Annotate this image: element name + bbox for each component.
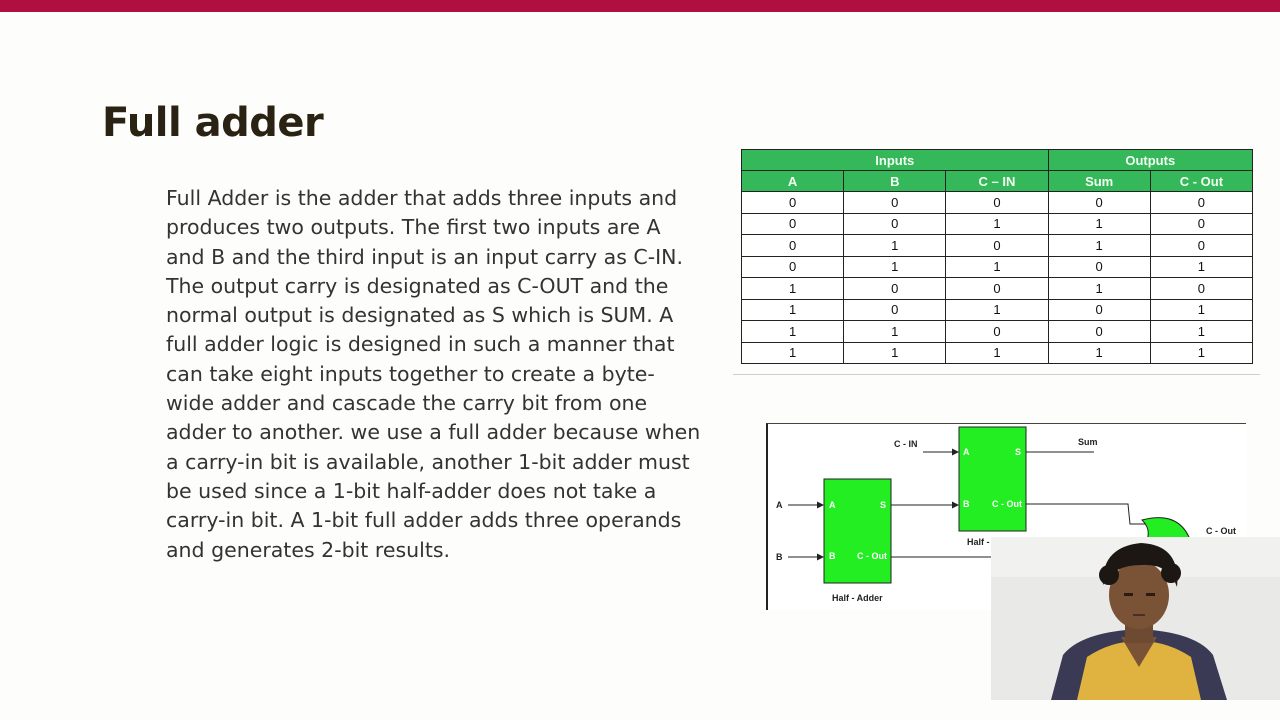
- cell-sum: 1: [1048, 213, 1150, 235]
- cell-a: 0: [742, 256, 844, 278]
- cell-a: 1: [742, 299, 844, 321]
- ha1-pin-a: A: [829, 500, 836, 510]
- output-cout-label: C - Out: [1206, 526, 1236, 536]
- slide-body-text: Full Adder is the adder that adds three inputs and produces two outputs. The first two inputs are A and B and the third input is an input carry as C-IN. The output carry is designated as C-OUT and the normal output is designated as S which is SUM. A full adder logic is designed in such a manner that can take eight inputs together to create a byte-wide adder and cascade the carry bit from one adder to another. we use a full adder because when a carry-in bit is available, another 1-bit adder must be used since a 1-bit half-adder does not take a carry-in bit. A 1-bit full adder adds three operands and generates 2-bit results.: [166, 186, 701, 562]
- cell-a: 1: [742, 278, 844, 300]
- cell-b: 1: [844, 321, 946, 343]
- cell-b: 1: [844, 342, 946, 364]
- top-accent-bar: [0, 0, 1280, 12]
- cell-cin: 1: [946, 342, 1048, 364]
- cell-a: 0: [742, 235, 844, 257]
- ha2-pin-s: S: [1015, 447, 1022, 457]
- truth-table-body: [742, 192, 1253, 364]
- truth-table-row: [742, 256, 1253, 278]
- cell-sum: 0: [1048, 256, 1150, 278]
- cell-a: 1: [742, 321, 844, 343]
- cell-b: 0: [844, 278, 946, 300]
- cell-sum: 0: [1048, 192, 1150, 214]
- cell-sum: 0: [1048, 299, 1150, 321]
- ha1-pin-s: S: [880, 500, 887, 510]
- cell-cout: 0: [1150, 278, 1252, 300]
- input-b-label: B: [776, 552, 783, 562]
- group-header-row: [742, 150, 1253, 171]
- truth-table-row: [742, 192, 1253, 214]
- half-adder-2-block: [959, 427, 1026, 531]
- cell-sum: 1: [1048, 342, 1150, 364]
- slide-title: Full adder: [102, 100, 324, 146]
- truth-table-row: [742, 321, 1253, 343]
- cell-cin: 1: [946, 256, 1048, 278]
- cell-cin: 0: [946, 192, 1048, 214]
- cell-b: 0: [844, 213, 946, 235]
- cell-cin: 0: [946, 278, 1048, 300]
- cell-cout: 1: [1150, 321, 1252, 343]
- ha2-pin-b: B: [963, 499, 970, 509]
- cell-sum: 0: [1048, 321, 1150, 343]
- cell-cin: 1: [946, 299, 1048, 321]
- cell-b: 1: [844, 256, 946, 278]
- cell-sum: 1: [1048, 278, 1150, 300]
- webcam-overlay: [991, 537, 1280, 700]
- cell-a: 1: [742, 342, 844, 364]
- col-header-a: A: [742, 171, 844, 192]
- ha1-pin-b: B: [829, 551, 836, 561]
- truth-table-row: [742, 213, 1253, 235]
- cell-b: 1: [844, 235, 946, 257]
- ha2-pin-cout: C - Out: [992, 499, 1022, 509]
- column-header-row: [742, 171, 1253, 192]
- col-header-cin: C – IN: [946, 171, 1048, 192]
- output-sum-label: Sum: [1078, 437, 1098, 447]
- presenter-video-icon: [991, 537, 1280, 700]
- truth-table-row: [742, 299, 1253, 321]
- half-adder-1-block: [824, 479, 891, 583]
- inputs-header: Inputs: [742, 150, 1049, 171]
- cell-cout: 0: [1150, 235, 1252, 257]
- cell-cout: 1: [1150, 256, 1252, 278]
- cell-cout: 1: [1150, 342, 1252, 364]
- cell-cin: 0: [946, 321, 1048, 343]
- cell-b: 0: [844, 299, 946, 321]
- cell-b: 0: [844, 192, 946, 214]
- cell-a: 0: [742, 213, 844, 235]
- cell-sum: 1: [1048, 235, 1150, 257]
- truth-table-row: [742, 278, 1253, 300]
- ha1-label: Half - Adder: [832, 593, 883, 603]
- cell-a: 0: [742, 192, 844, 214]
- col-header-sum: Sum: [1048, 171, 1150, 192]
- col-header-cout: C - Out: [1150, 171, 1252, 192]
- ha2-pin-a: A: [963, 447, 970, 457]
- truth-table: [741, 149, 1253, 364]
- input-a-label: A: [776, 500, 783, 510]
- cell-cout: 1: [1150, 299, 1252, 321]
- cell-cout: 0: [1150, 192, 1252, 214]
- outputs-header: Outputs: [1048, 150, 1252, 171]
- ha2-cout-wire: [1026, 504, 1146, 524]
- cell-cin: 0: [946, 235, 1048, 257]
- cell-cout: 0: [1150, 213, 1252, 235]
- truth-table-row: [742, 342, 1253, 364]
- truth-table-row: [742, 235, 1253, 257]
- input-cin-label: C - IN: [894, 439, 918, 449]
- ha2-label: Half -: [967, 537, 990, 547]
- divider-line: [733, 374, 1260, 375]
- col-header-b: B: [844, 171, 946, 192]
- cell-cin: 1: [946, 213, 1048, 235]
- ha1-pin-cout: C - Out: [857, 551, 887, 561]
